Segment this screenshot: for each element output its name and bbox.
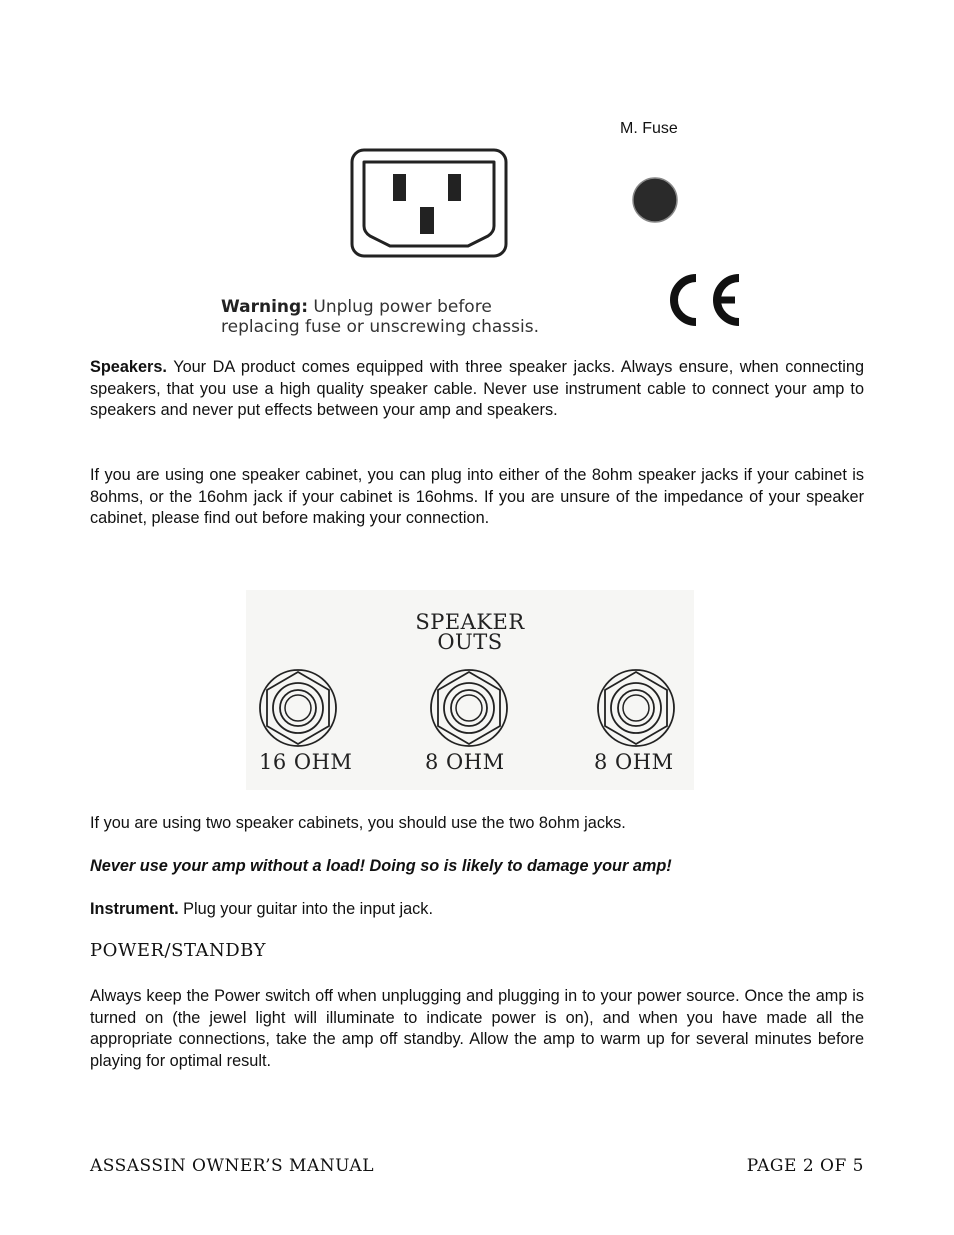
speaker-jack-icon (596, 668, 676, 748)
speaker-jack-icon (258, 668, 338, 748)
speakers-text: Your DA product comes equipped with three speaker jacks. Always ensure, when connecting speakers, that you use a high quality speaker cable. Never use instrument cable to connect your amp to speakers and never put effects between your amp and speakers. (90, 358, 864, 419)
warning-text (221, 297, 539, 337)
footer-page-number: PAGE 2 OF 5 (746, 1156, 864, 1176)
speaker-outs-title-line-1: SPEAKER (415, 610, 525, 634)
speakers-paragraph (90, 357, 864, 422)
jack-label-8-ohm: 8 OHM (425, 750, 505, 774)
power-panel-figure (205, 95, 765, 345)
warning-label: Warning: (221, 297, 309, 317)
iec-power-inlet-icon (350, 148, 508, 258)
fuse-label: M. Fuse (620, 120, 678, 137)
two-cabinets-paragraph: If you are using two speaker cabinets, you should use the two 8ohm jacks. (90, 814, 626, 832)
ce-mark-icon (661, 270, 745, 330)
instrument-text: Plug your guitar into the input jack. (178, 900, 433, 918)
speaker-jack-icon (429, 668, 509, 748)
one-cabinet-paragraph: If you are using one speaker cabinet, you can plug into either of the 8ohm speaker jacks if your cabinet is 8ohms, or the 16ohm jack if your cabinet is 16ohms. If you are unsure of the impedance of your speaker cabinet, please find out before making your connection. (90, 466, 864, 527)
instrument-paragraph (90, 899, 864, 921)
power-standby-paragraph: Always keep the Power switch off when unplugging and plugging in to your power source. Once the amp is turned on (the jewel light will illuminate to indicate power is on), and when you have made all the appropriate connections, take the amp off standby. Allow the amp to warm up for several minutes before playing for optimal result. (90, 987, 864, 1070)
speaker-outs-title-line-2: OUTS (437, 630, 503, 654)
power-standby-heading: POWER/STANDBY (90, 940, 266, 961)
footer-manual-title: ASSASSIN OWNER’S MANUAL (90, 1156, 374, 1176)
speakers-heading: Speakers. (90, 358, 167, 376)
fuse-cap-icon (632, 175, 678, 225)
speaker-outs-figure (246, 590, 694, 790)
jack-label-16-ohm: 16 OHM (259, 750, 353, 774)
instrument-heading: Instrument. (90, 900, 179, 918)
warning-line-1: Unplug power before (308, 297, 492, 317)
warning-line-2: replacing fuse or unscrewing chassis. (221, 317, 539, 337)
jack-label-8-ohm: 8 OHM (594, 750, 674, 774)
load-warning: Never use your amp without a load! Doing so is likely to damage your amp! (90, 857, 672, 875)
